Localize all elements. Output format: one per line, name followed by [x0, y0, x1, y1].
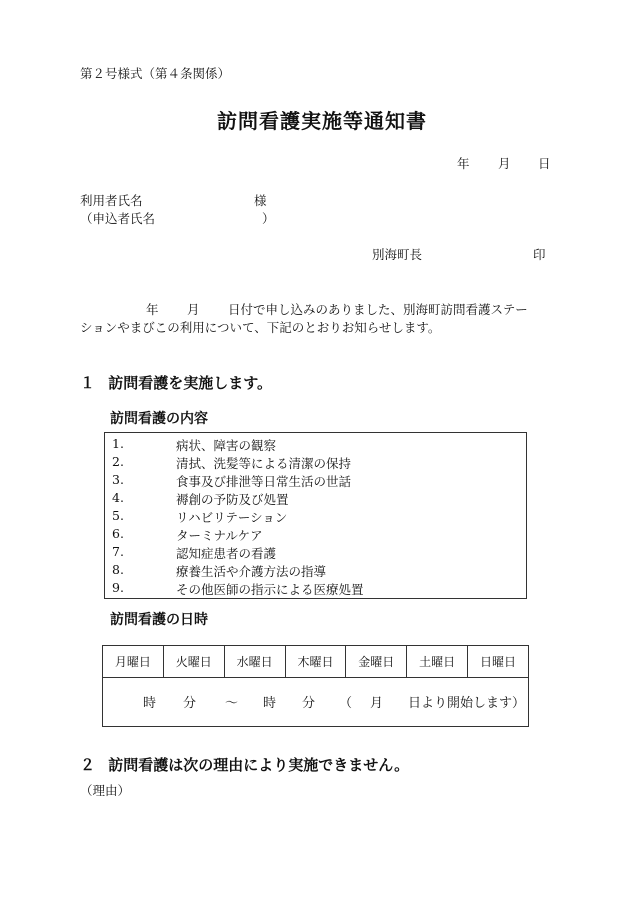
start-hour-label: 時	[143, 696, 157, 711]
intro-year: 年	[146, 302, 159, 317]
item-number: 8.	[112, 562, 124, 577]
section-2-number: ２	[80, 756, 96, 774]
date-year: 年	[457, 156, 470, 171]
weekday-cell: 木曜日	[285, 646, 346, 678]
weekday-cell: 火曜日	[163, 646, 224, 678]
item-text: 清拭、洗髪等による清潔の保持	[176, 456, 352, 471]
user-name-label: 利用者氏名	[80, 193, 143, 208]
end-hour-label: 時	[263, 696, 277, 711]
section-2-heading	[80, 754, 409, 775]
weekday-cell: 日曜日	[468, 646, 529, 678]
start-day-label: 日より開始します）	[408, 696, 526, 711]
item-text: 認知症患者の看護	[176, 546, 277, 561]
item-text: 病状、障害の観察	[176, 438, 277, 453]
applicant-close: ）	[262, 211, 275, 226]
document-title: 訪問看護実施等通知書	[217, 109, 427, 133]
range-tilde: ～	[225, 696, 239, 711]
issuer-title: 別海町長	[372, 247, 423, 262]
date-month: 月	[498, 156, 511, 171]
section-1-number: １	[80, 374, 96, 392]
item-number: 4.	[112, 490, 124, 505]
item-text: 食事及び排泄等日常生活の世話	[176, 474, 352, 489]
item-number: 6.	[112, 526, 124, 541]
section-1-heading	[80, 372, 272, 393]
weekday-cell: 水曜日	[224, 646, 285, 678]
section-1-title: 訪問看護を実施します。	[108, 374, 273, 392]
content-box	[104, 432, 527, 599]
schedule-table	[102, 645, 529, 727]
item-text: その他医師の指示による医療処置	[176, 582, 364, 597]
item-number: 2.	[112, 454, 124, 469]
intro-line2: ションやまびこの利用について、下記のとおりお知らせします。	[80, 320, 441, 335]
item-number: 9.	[112, 580, 124, 595]
open-paren: （	[339, 696, 353, 711]
item-text: ターミナルケア	[176, 528, 263, 543]
time-row	[103, 678, 529, 727]
time-range	[103, 692, 528, 712]
schedule-heading: 訪問看護の日時	[110, 612, 208, 628]
start-minute-label: 分	[183, 696, 197, 711]
end-minute-label: 分	[302, 696, 316, 711]
start-month-label: 月	[370, 696, 384, 711]
reason-label: （理由）	[80, 783, 131, 798]
intro-month: 月	[187, 302, 200, 317]
content-heading: 訪問看護の内容	[110, 411, 208, 427]
item-number: 7.	[112, 544, 124, 559]
weekday-row	[103, 646, 529, 678]
applicant-label: （申込者氏名	[80, 211, 156, 226]
honorific: 様	[254, 193, 267, 208]
weekday-cell: 土曜日	[407, 646, 468, 678]
item-text: リハビリテーション	[176, 510, 288, 525]
intro-line1-rest: 日付で申し込みのありました、別海町訪問看護ステー	[228, 302, 528, 317]
item-number: 5.	[112, 508, 124, 523]
seal-mark: 印	[533, 247, 546, 262]
item-text: 褥創の予防及び処置	[176, 492, 289, 507]
weekday-cell: 金曜日	[346, 646, 407, 678]
section-2-title: 訪問看護は次の理由により実施できません。	[108, 756, 410, 774]
item-number: 3.	[112, 472, 124, 487]
weekday-cell: 月曜日	[103, 646, 164, 678]
date-day: 日	[538, 156, 551, 171]
item-number: 1.	[112, 436, 124, 451]
item-text: 療養生活や介護方法の指導	[176, 564, 327, 579]
time-cell	[103, 678, 529, 727]
form-number: 第２号様式（第４条関係）	[80, 66, 231, 81]
